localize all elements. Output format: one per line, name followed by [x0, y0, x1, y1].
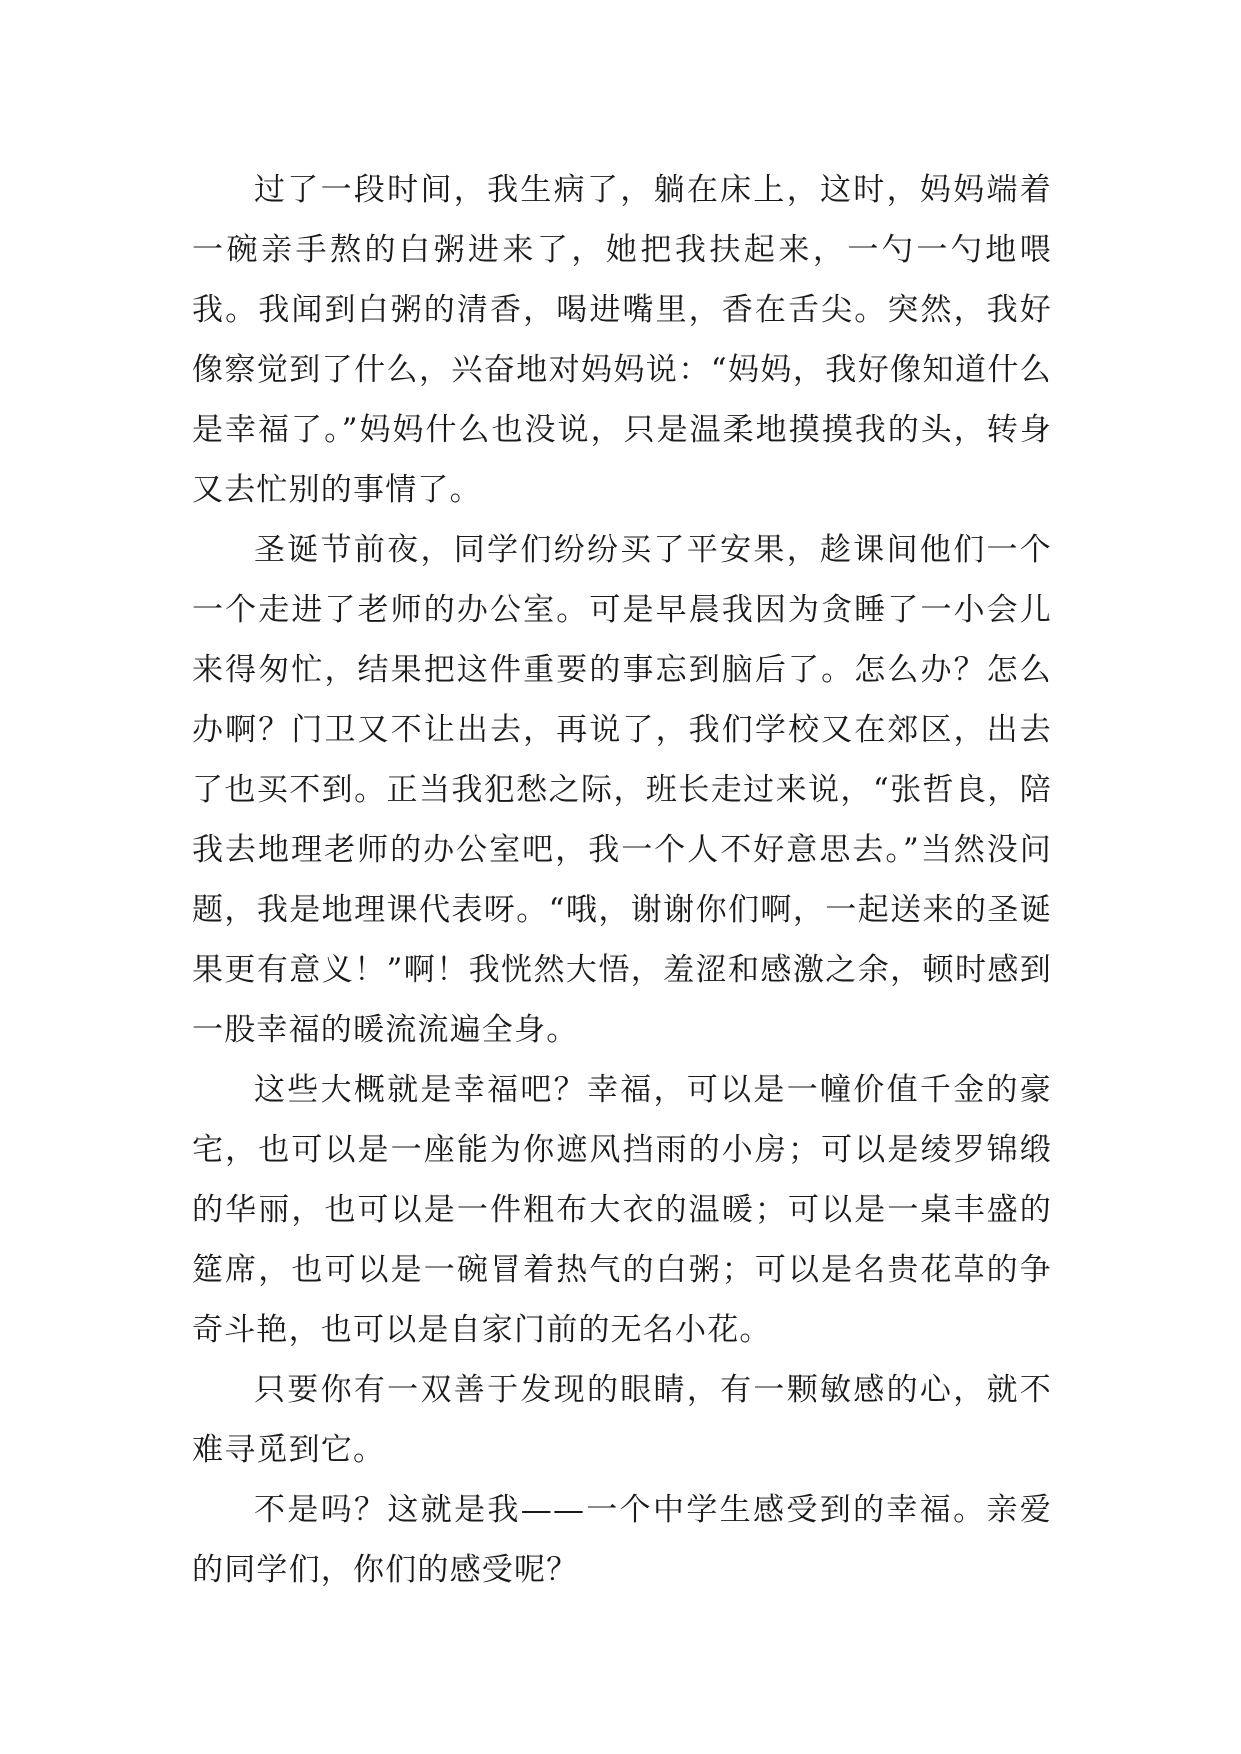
paragraph-christmas-eve: 圣诞节前夜，同学们纷纷买了平安果，趁课间他们一个一个走进了老师的办公室。可是早晨我因为贪睡了一小会儿来得匆忙，结果把这件重要的事忘到脑后了。怎么办？怎么办啊？门卫又不让出去，再说了，我们学校又在郊区，出去了也买不到。正当我犯愁之际，班长走过来说，“张哲良，陪我去地理老师的办公室吧，我一个人不好意思去。”当然没问题，我是地理课代表呀。“哦，谢谢你们啊，一起送来的圣诞果更有意义！”啊！我恍然大悟，羞涩和感激之余，顿时感到一股幸福的暖流流遍全身。	[192, 532, 1052, 1048]
paragraph-closing-question: 不是吗？这就是我——一个中学生感受到的幸福。亲爱的同学们，你们的感受呢？	[192, 1492, 1052, 1588]
paragraph-what-is-happiness: 这些大概就是幸福吧？幸福，可以是一幢价值千金的豪宅，也可以是一座能为你遮风挡雨的小房；可以是绫罗锦缎的华丽，也可以是一件粗布大衣的温暖；可以是一桌丰盛的筵席，也可以是一碗冒着热气的白粥；可以是名贵花草的争奇斗艳，也可以是自家门前的无名小花。	[192, 1072, 1052, 1348]
paragraph-discovering-eyes: 只要你有一双善于发现的眼睛，有一颗敏感的心，就不难寻觅到它。	[192, 1372, 1052, 1468]
paragraph-illness: 过了一段时间，我生病了，躺在床上，这时，妈妈端着一碗亲手熬的白粥进来了，她把我扶起来，一勺一勺地喂我。我闻到白粥的清香，喝进嘴里，香在舌尖。突然，我好像察觉到了什么，兴奋地对妈妈说：“妈妈，我好像知道什么是幸福了。”妈妈什么也没说，只是温柔地摸摸我的头，转身又去忙别的事情了。	[192, 172, 1052, 508]
document-body	[192, 160, 1052, 1600]
